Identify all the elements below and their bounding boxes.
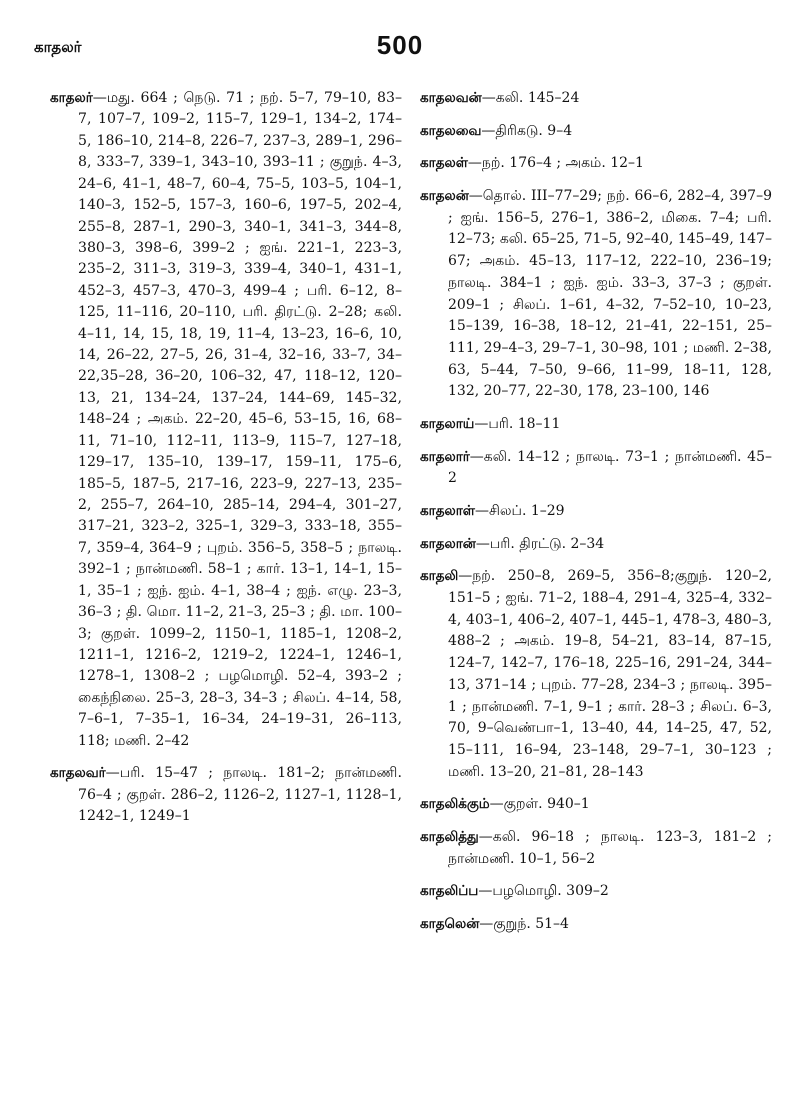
entry-headword: காதலி — [420, 568, 459, 585]
entry-headword: காதலர் — [50, 90, 93, 106]
index-entry — [420, 914, 772, 936]
entry-headword: காதலவர் — [50, 765, 106, 782]
index-entry — [420, 827, 772, 870]
entry-references: —குறள். 940–1 — [489, 796, 590, 813]
index-entry — [420, 186, 772, 403]
entry-references: —கலி. 14–12 ; நாலடி. 73–1 ; நான்மணி. 45–2 — [448, 448, 772, 487]
right-column — [420, 88, 772, 947]
entry-references: —நற். 176–4 ; அகம். 12–1 — [467, 155, 644, 172]
index-entry — [420, 881, 772, 903]
entry-references: —கலி. 145–24 — [481, 90, 580, 106]
entry-references: —நற். 250–8, 269–5, 356–8;குறுந். 120–2, 151–5 ; ஐங். 71–2, 188–4, 291–4, 325–4, 332–4, 403–1, 406–2, 407–1, 445–1, 478–3, 480–3, 488–2 ; அகம். 19–8, 54–21, 83–14, 87–15, 124–7, 142–7, 176–18, 225–16, 291–24, 344–13, 371–14 ; புறம். 77–28, 234–3 ; நாலடி. 395–1 ; நான்மணி. 7–1, 9–1 ; கார். 28–3 ; சிலப். 6–3, 70, 9–வெண்பா–1, 13–40, 44, 14–25, 47, 52, 15–111, 16–94, 23–148, 29–7–1, 30–123 ; மணி. 13–20, 21–81, 28–143 — [448, 568, 772, 780]
entry-references: —பரி. திரட்டு. 2–34 — [475, 535, 605, 552]
index-entry — [420, 121, 772, 143]
index-entry — [420, 566, 772, 783]
index-entry — [420, 501, 772, 523]
entry-headword: காதலாய் — [420, 415, 475, 432]
index-entry — [420, 794, 772, 816]
entry-headword: காதலித்து — [420, 828, 479, 845]
index-entry — [420, 534, 772, 556]
index-entry — [50, 88, 402, 752]
entry-references: —பரி. 15–47 ; நாலடி. 181–2; நான்மணி. 76–4 ; குறள். 286–2, 1126–2, 1127–1, 1128–1, 1242–1, 1249–1 — [78, 765, 402, 824]
entry-headword: காதலன் — [420, 188, 469, 205]
entry-headword: காதலார் — [420, 448, 470, 465]
entry-references: —பரி. 18–11 — [474, 415, 561, 432]
entry-headword: காதலான் — [420, 535, 476, 552]
index-entry — [420, 88, 772, 110]
index-entry — [420, 447, 772, 490]
entry-headword: காதலாள் — [420, 503, 475, 519]
entry-references: —மது. 664 ; நெடு. 71 ; நற். 5–7, 79–10, 83–7, 107–7, 109–2, 115–7, 129–1, 134–2, 174–5, 186–10, 214–8, 226–7, 237–3, 289–1, 296–8, 333–7, 339–1, 343–10, 393–11 ; குறுந். 4–3, 24–6, 41–1, 48–7, 60–4, 75–5, 103–5, 104–1, 140–3, 152–5, 157–3, 160–6, 197–5, 202–4, 255–8, 287–1, 290–3, 340–1, 341–3, 344–8, 380–3, 398–6, 399–2 ; ஐங். 221–1, 223–3, 235–2, 311–3, 319–3, 339–4, 340–1, 431–1, 452–3, 457–3, 470–3, 499–4 ; பரி. 6–12, 8–125, 11–116, 20–110, பரி. திரட்டு. 2–28; கலி. 4–11, 14, 15, 18, 19, 11–4, 13–23, 16–6, 10, 14, 26–22, 27–5, 26, 31–4, 32–16, 33–7, 34–22,35–28, 36–20, 106–32, 47, 118–12, 120–13, 21, 134–24, 137–24, 144–69, 145–32, 148–24 ; அகம். 22–20, 45–6, 53–15, 16, 68–11, 71–10, 112–11, 113–9, 115–7, 127–18, 129–17, 135–10, 139–17, 159–11, 175–6, 185–5, 187–5, 217–16, 223–9, 227–13, 235–2, 255–7, 264–10, 285–14, 294–4, 301–27, 317–21, 323–2, 325–1, 329–3, 333–18, 355–7, 359–4, 364–9 ; புறம். 356–5, 358–5 ; நாலடி. 392–1 ; நான்மணி. 58–1 ; கார். 13–1, 14–1, 15–1, 35–1 ; ஐந். ஐம். 4–1, 38–4 ; ஐந். எழு. 23–3, 36–3 ; தி. மொ. 11–2, 21–3, 25–3 ; தி. மா. 100–3; குறள். 1099–2, 1150–1, 1185–1, 1208–2, 1211–1, 1216–2, 1219–2, 1224–1, 1246–1, 1278–1, 1308–2 ; பழமொழி. 52–4, 393–2 ; கைந்நிலை. 25–3, 28–3, 34–3 ; சிலப். 4–14, 58, 7–6–1, 7–35–1, 16–34, 24–19–31, 26–113, 118; மணி. 2–42 — [78, 90, 402, 749]
entry-references: —குறுந். 51–4 — [479, 916, 569, 932]
page-number: 500 — [376, 30, 424, 60]
entry-references: —பழமொழி. 309–2 — [478, 883, 609, 900]
running-head: காதலர் — [34, 38, 82, 56]
entry-headword: காதலள் — [420, 155, 468, 172]
entry-headword: காதலவை — [420, 122, 482, 139]
entry-references: —கலி. 96–18 ; நாலடி. 123–3, 181–2 ; நான்மணி. 10–1, 56–2 — [448, 828, 772, 867]
entry-references: —திரிகடு. 9–4 — [481, 122, 573, 139]
left-column — [50, 88, 402, 838]
entry-headword: காதலிப்ப — [420, 883, 479, 900]
entry-references: —தொல். III–77–29; நற். 66–6, 282–4, 397–9 ; ஐங். 156–5, 276–1, 386–2, மிகை. 7–4; பரி. 12–73; கலி. 65–25, 71–5, 92–40, 145–49, 147–67; அகம். 45–13, 117–12, 222–10, 236–19; நாலடி. 384–1 ; ஐந். ஐம். 33–3, 37–3 ; குறள். 209–1 ; சிலப். 1–61, 4–32, 7–52–10, 10–23, 15–139, 16–38, 18–12, 21–41, 22–151, 25–111, 29–4–3, 29–7–1, 30–98, 101 ; மணி. 2–38, 63, 5–44, 7–50, 9–66, 11–99, 18–11, 128, 132, 20–77, 22–30, 178, 23–100, 146 — [448, 188, 772, 400]
entry-headword: காதலிக்கும் — [420, 796, 490, 813]
entry-headword: காதலென் — [420, 916, 480, 932]
index-entry — [420, 153, 772, 175]
entry-headword: காதலவன் — [420, 90, 482, 106]
index-entry — [420, 414, 772, 436]
entry-references: —சிலப். 1–29 — [474, 503, 565, 519]
index-entry — [50, 763, 402, 827]
